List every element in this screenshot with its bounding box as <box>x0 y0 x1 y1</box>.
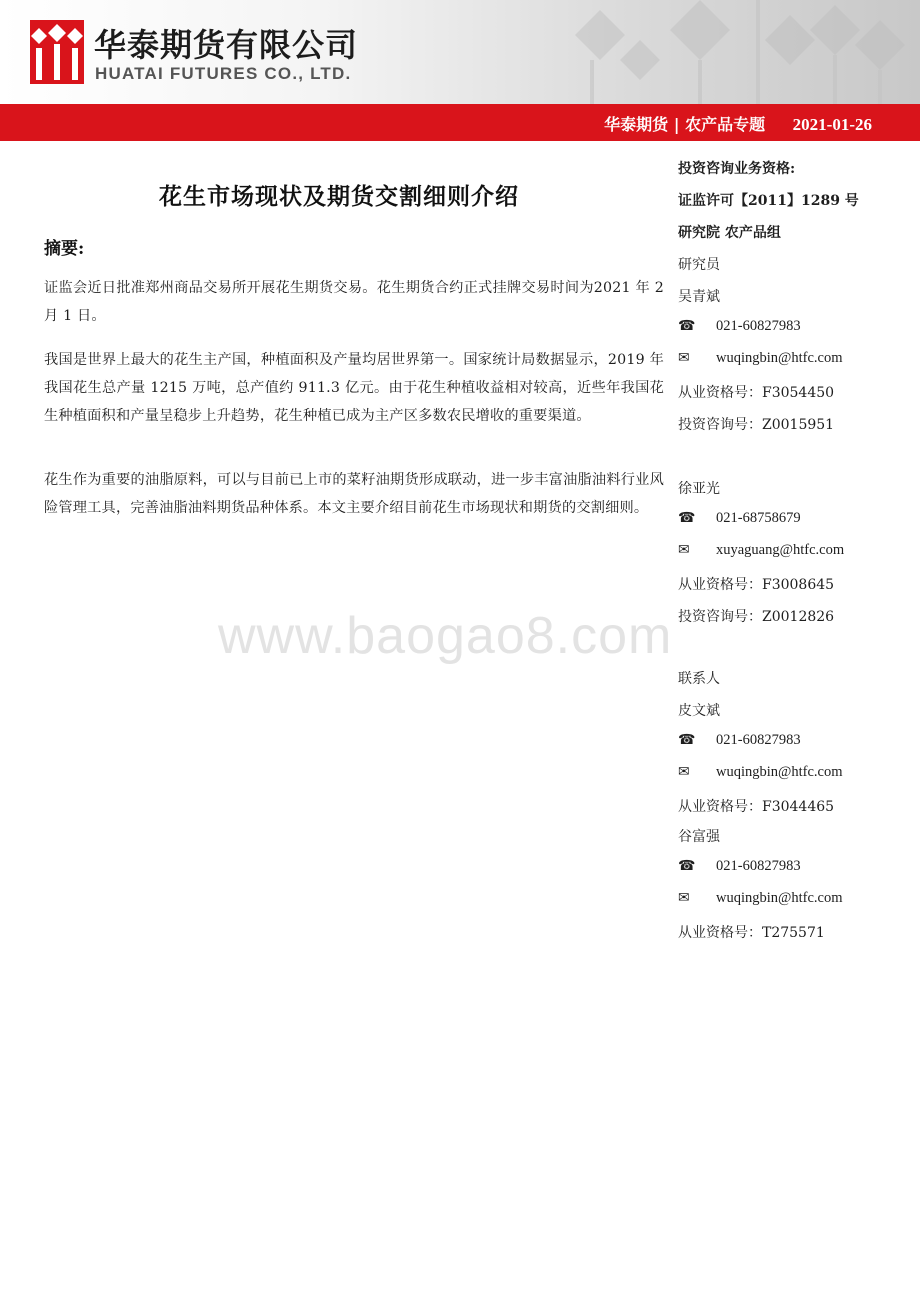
researcher-label: 研究员 <box>678 257 720 273</box>
contact-license: 从业资格号：F3044465 <box>678 799 835 815</box>
page-header <box>0 0 920 104</box>
researcher-email <box>678 350 843 367</box>
contact-name: 谷富强 <box>678 829 720 845</box>
email-link[interactable]: wuqingbin@htfc.com <box>716 890 843 906</box>
summary-paragraph: 花生作为重要的油脂原料，可以与目前已上市的菜籽油期货形成联动，进一步丰富油脂油料行业风险管理工具，完善油脂油料期货品种体系。本文主要介绍目前花生市场现状和期货的交割细则。 <box>44 472 664 516</box>
contact-phone: ☎ 021-60827983 <box>678 858 801 874</box>
researcher-email <box>678 542 844 559</box>
phone-icon: ☎ <box>678 858 696 874</box>
report-title: 花生市场现状及期货交割细则介绍 <box>159 183 519 210</box>
contact-label: 联系人 <box>678 671 720 687</box>
researcher-consult-number: 投资咨询号：Z0012826 <box>678 609 835 625</box>
phone-icon: ☎ <box>678 732 696 748</box>
summary-paragraph: 证监会近日批准郑州商品交易所开展花生期货交易。花生期货合约正式挂牌交易时间为2021 年 2 月 1 日。 <box>44 280 664 324</box>
license-number: 证监许可【2011】1289 号 <box>678 193 859 209</box>
researcher-name: 吴青斌 <box>678 289 720 305</box>
brand-name-en: HUATAI FUTURES CO., LTD. <box>95 64 352 83</box>
mail-icon: ✉ <box>678 542 690 558</box>
qualification-label: 投资咨询业务资格: <box>678 161 796 177</box>
report-category: 华泰期货 | 农产品专题 <box>604 115 766 134</box>
researcher-phone: ☎ 021-68758679 <box>678 510 801 526</box>
mail-icon: ✉ <box>678 350 690 366</box>
contact-name: 皮文斌 <box>678 703 720 719</box>
summary-paragraph: 我国是世界上最大的花生主产国，种植面积及产量均居世界第一。国家统计局数据显示，2019 年我国花生总产量 1215 万吨，总产值约 911.3 亿元。由于花生种植收益相对较高，近些年我国花生种植面积和产量呈稳步上升趋势，花生种植已成为主产区多数农民增收的重要渠道。 <box>44 352 664 424</box>
email-link[interactable]: wuqingbin@htfc.com <box>716 764 843 780</box>
researcher-name: 徐亚光 <box>678 481 720 497</box>
phone-icon: ☎ <box>678 318 696 334</box>
mail-icon: ✉ <box>678 890 690 906</box>
researcher-consult-number: 投资咨询号：Z0015951 <box>678 417 835 433</box>
brand-name-cn: 华泰期货有限公司 <box>94 26 359 64</box>
phone-icon: ☎ <box>678 510 696 526</box>
report-banner <box>0 104 920 141</box>
report-date: 2021-01-26 <box>792 115 872 134</box>
mail-icon: ✉ <box>678 764 690 780</box>
summary-heading: 摘要: <box>44 239 85 259</box>
email-link[interactable]: xuyaguang@htfc.com <box>716 542 845 558</box>
contact-license: 从业资格号：T275571 <box>678 925 825 941</box>
watermark: www.baogao8.com <box>218 607 673 665</box>
huatai-logo-icon <box>30 20 84 84</box>
researcher-license: 从业资格号：F3008645 <box>678 577 835 593</box>
email-link[interactable]: wuqingbin@htfc.com <box>716 350 843 366</box>
report-banner-text <box>604 112 872 135</box>
contact-phone: ☎ 021-60827983 <box>678 732 801 748</box>
researcher-license: 从业资格号：F3054450 <box>678 385 835 401</box>
institute-name: 研究院 农产品组 <box>678 225 781 241</box>
contact-email <box>678 890 843 907</box>
contact-email <box>678 764 843 781</box>
researcher-phone: ☎ 021-60827983 <box>678 318 801 334</box>
